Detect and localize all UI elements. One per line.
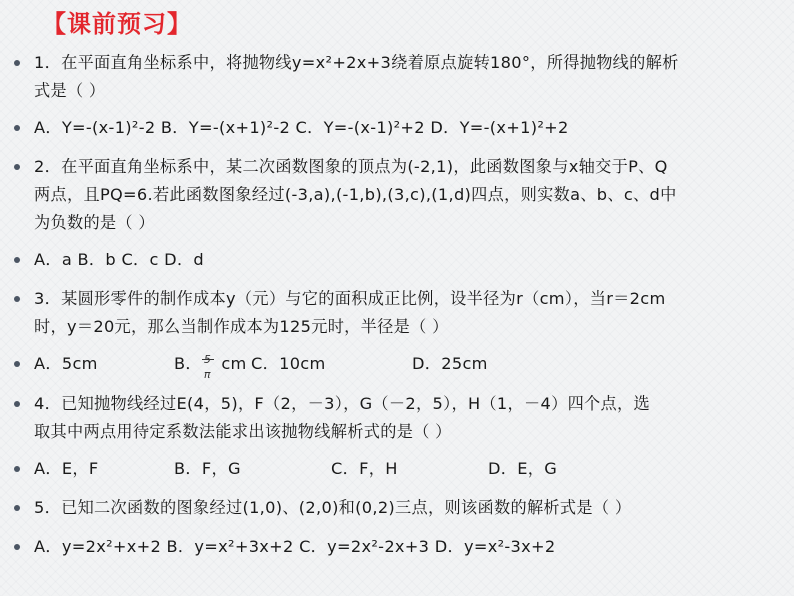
text-line: 取其中两点用待定系数法能求出该抛物线解析式的是（ ）	[34, 422, 452, 441]
bullet-icon	[14, 544, 20, 550]
text-line: 4．已知抛物线经过E(4，5)，F（2，－3），G（－2，5），H（1，－4）四个点，选	[34, 394, 651, 413]
bullet-icon	[14, 401, 20, 407]
text-line: 5．已知二次函数的图象经过(1,0)、(2,0)和(0,2)三点，则该函数的解析式是（ ）	[34, 498, 632, 517]
option-b	[174, 350, 247, 381]
option-a: A．5cm	[34, 354, 98, 373]
fraction-numerator: 5	[203, 353, 212, 366]
bullet-icon	[14, 505, 20, 511]
option-d: D．25cm	[412, 354, 488, 373]
option-b: B．F，G	[174, 459, 241, 478]
text-line: 式是（ ）	[34, 81, 106, 100]
text-line: 为负数的是（ ）	[34, 213, 155, 232]
bullet-icon	[14, 466, 20, 472]
text-line: 时，y＝20元，那么当制作成本为125元时，半径是（ ）	[34, 317, 449, 336]
fraction-bar	[202, 359, 214, 360]
option-c: C．F，H	[331, 459, 398, 478]
section-title: 【课前预习】	[42, 10, 192, 38]
option-d: D．E，G	[488, 459, 558, 478]
fraction-denominator: π	[203, 368, 211, 381]
bullet-icon	[14, 125, 20, 131]
bullet-icon	[14, 257, 20, 263]
text-line: 3．某圆形零件的制作成本y（元）与它的面积成正比例，设半径为r（cm），当r＝2cm	[34, 289, 666, 308]
option-a: A．E，F	[34, 459, 99, 478]
text-line: A．Y=-(x-1)²-2 B．Y=-(x+1)²-2 C．Y=-(x-1)²+2 D．Y=-(x+1)²+2	[34, 118, 569, 137]
text-line: 2．在平面直角坐标系中，某二次函数图象的顶点为(-2,1)，此函数图象与x轴交于P、Q	[34, 157, 668, 176]
text-line: 1．在平面直角坐标系中，将抛物线y=x²+2x+3绕着原点旋转180°，所得抛物线的解析	[34, 53, 679, 72]
option-b-unit: cm	[221, 354, 247, 373]
option-b-prefix: B．	[174, 354, 202, 373]
bullet-icon	[14, 60, 20, 66]
option-c: C．10cm	[251, 354, 326, 373]
bullet-icon	[14, 296, 20, 302]
text-line: A．y=2x²+x+2 B．y=x²+3x+2 C．y=2x²-2x+3 D．y=x²-3x+2	[34, 537, 556, 556]
bullet-icon	[14, 361, 20, 367]
text-line: 两点，且PQ=6.若此函数图象经过(-3,a),(-1,b),(3,c),(1,d)四点，则实数a、b、c、d中	[34, 185, 677, 204]
fraction	[202, 353, 216, 381]
bullet-icon	[14, 164, 20, 170]
text-line: A．a B．b C．c D．d	[34, 250, 205, 269]
